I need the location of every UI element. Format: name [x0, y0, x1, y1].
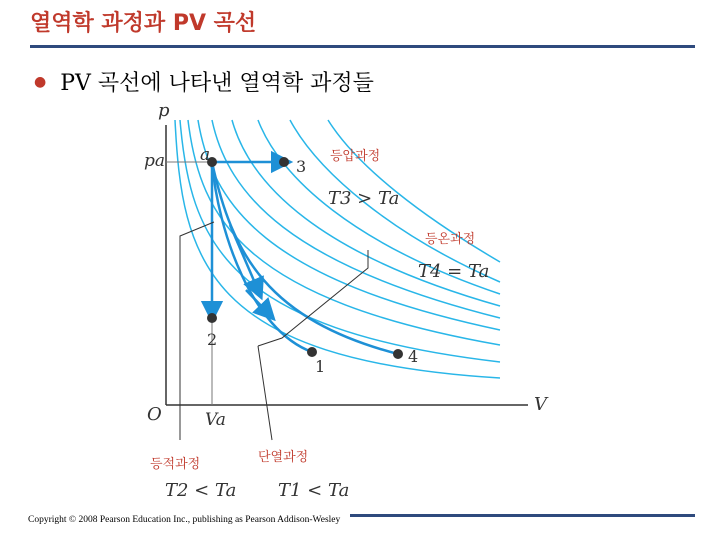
adiabatic-path — [212, 162, 312, 352]
va-label: Va — [205, 410, 226, 430]
slide-title: 열역학 과정과 PV 곡선 — [30, 11, 257, 36]
point-1 — [307, 347, 317, 357]
bullet-dot-icon: ● — [34, 74, 47, 90]
pa-label: pa — [144, 151, 166, 171]
relation-t3: T3 > Ta — [328, 188, 400, 209]
point-2 — [207, 313, 217, 323]
point-2-label: 2 — [207, 330, 218, 349]
point-4 — [393, 349, 403, 359]
axis-p-label: p — [158, 100, 170, 121]
relation-t1: T1 < Ta — [278, 480, 350, 501]
footer-rule — [350, 514, 695, 517]
isobaric-label: 등압과정 — [330, 149, 381, 164]
origin-label: O — [147, 404, 162, 425]
point-a-label: a — [200, 145, 211, 165]
isochoric-label: 등적과정 — [150, 457, 201, 472]
adiabatic-leader-2 — [258, 346, 272, 440]
axis-v-label: V — [534, 394, 547, 415]
point-3 — [279, 157, 289, 167]
copyright-text: Copyright © 2008 Pearson Education Inc., publishing as Pearson Addison-Wesley — [28, 515, 341, 525]
relation-t2: T2 < Ta — [165, 480, 237, 501]
bullet-text: PV 곡선에 나타낸 열역학 과정들 — [60, 71, 374, 96]
relation-t4: T4 = Ta — [418, 261, 490, 282]
isothermal-label: 등온과정 — [425, 232, 476, 247]
point-4-label: 4 — [408, 347, 419, 366]
adiabatic-leader — [258, 250, 368, 346]
point-1-label: 1 — [315, 357, 326, 376]
point-3-label: 3 — [296, 157, 307, 176]
adiabatic-label: 단열과정 — [258, 450, 309, 465]
